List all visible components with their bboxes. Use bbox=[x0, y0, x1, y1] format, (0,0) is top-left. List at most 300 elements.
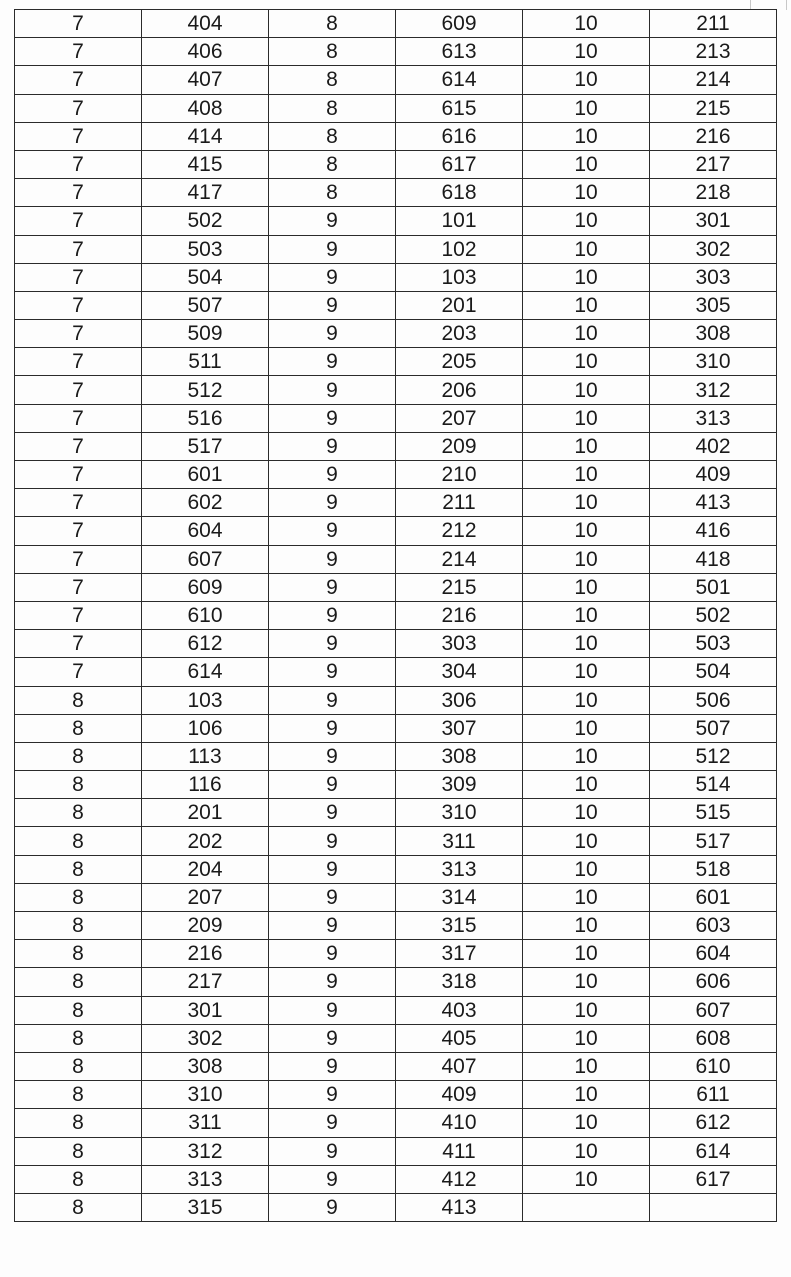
table-cell-building-c: 10 bbox=[523, 179, 650, 207]
table-cell-room-c: 612 bbox=[650, 1109, 777, 1137]
table-cell-building-c: 10 bbox=[523, 263, 650, 291]
table-cell-building-b: 9 bbox=[269, 461, 396, 489]
table-cell-building-a: 7 bbox=[15, 94, 142, 122]
table-row bbox=[15, 179, 777, 207]
table-cell-room-c: 211 bbox=[650, 10, 777, 38]
table-cell-room-c: 216 bbox=[650, 122, 777, 150]
table-cell-building-a: 8 bbox=[15, 827, 142, 855]
table-cell-room-a: 609 bbox=[142, 573, 269, 601]
table-row bbox=[15, 1052, 777, 1080]
room-number-table bbox=[14, 9, 777, 1222]
table-cell-room-a: 503 bbox=[142, 235, 269, 263]
table-cell-building-b: 9 bbox=[269, 489, 396, 517]
table-cell-building-b: 9 bbox=[269, 630, 396, 658]
table-cell-room-a: 610 bbox=[142, 601, 269, 629]
table-cell-building-a: 8 bbox=[15, 1081, 142, 1109]
table-cell-building-c: 10 bbox=[523, 461, 650, 489]
table-cell-building-c: 10 bbox=[523, 996, 650, 1024]
table-cell-room-b: 616 bbox=[396, 122, 523, 150]
table-cell-room-b: 411 bbox=[396, 1137, 523, 1165]
table-cell-building-a: 7 bbox=[15, 207, 142, 235]
table-cell-room-a: 204 bbox=[142, 855, 269, 883]
table-row bbox=[15, 686, 777, 714]
table-cell-building-a: 8 bbox=[15, 1024, 142, 1052]
table-cell-building-a: 7 bbox=[15, 122, 142, 150]
table-cell-building-a: 8 bbox=[15, 799, 142, 827]
table-cell-room-c: 312 bbox=[650, 376, 777, 404]
table-cell-room-c: 303 bbox=[650, 263, 777, 291]
table-cell-building-b: 9 bbox=[269, 207, 396, 235]
table-cell-room-a: 417 bbox=[142, 179, 269, 207]
table-cell-building-c: 10 bbox=[523, 235, 650, 263]
table-cell-room-c: 603 bbox=[650, 912, 777, 940]
table-cell-building-a: 7 bbox=[15, 235, 142, 263]
table-cell-building-c: 10 bbox=[523, 573, 650, 601]
table-cell-room-c: 215 bbox=[650, 94, 777, 122]
table-cell-room-b: 412 bbox=[396, 1165, 523, 1193]
table-cell-room-a: 607 bbox=[142, 545, 269, 573]
table-cell-room-a: 504 bbox=[142, 263, 269, 291]
table-cell-building-a: 7 bbox=[15, 404, 142, 432]
table-cell-room-a: 414 bbox=[142, 122, 269, 150]
table-cell-building-a: 7 bbox=[15, 66, 142, 94]
table-cell-building-a: 7 bbox=[15, 461, 142, 489]
table-row bbox=[15, 291, 777, 319]
table-cell-room-a: 516 bbox=[142, 404, 269, 432]
table-cell-building-c: 10 bbox=[523, 827, 650, 855]
table-cell-room-b: 307 bbox=[396, 714, 523, 742]
table-cell-building-b: 9 bbox=[269, 348, 396, 376]
table-row bbox=[15, 827, 777, 855]
table-cell-room-a: 116 bbox=[142, 771, 269, 799]
table-cell-building-b: 9 bbox=[269, 686, 396, 714]
table-cell-room-b: 201 bbox=[396, 291, 523, 319]
table-cell-building-a: 7 bbox=[15, 630, 142, 658]
table-row bbox=[15, 996, 777, 1024]
table-row bbox=[15, 376, 777, 404]
table-cell-building-a: 8 bbox=[15, 996, 142, 1024]
table-cell-room-c: 514 bbox=[650, 771, 777, 799]
table-cell-building-b: 9 bbox=[269, 573, 396, 601]
table-row bbox=[15, 714, 777, 742]
table-cell-building-b: 8 bbox=[269, 122, 396, 150]
table-cell-room-b: 403 bbox=[396, 996, 523, 1024]
table-cell-building-a: 8 bbox=[15, 1193, 142, 1221]
table-row bbox=[15, 263, 777, 291]
table-cell-building-c: 10 bbox=[523, 601, 650, 629]
table-cell-room-c: 402 bbox=[650, 432, 777, 460]
table-cell-building-b: 9 bbox=[269, 968, 396, 996]
table-cell-room-a: 406 bbox=[142, 38, 269, 66]
table-cell-room-c: 213 bbox=[650, 38, 777, 66]
table-cell-room-a: 311 bbox=[142, 1109, 269, 1137]
table-cell-room-c: 601 bbox=[650, 883, 777, 911]
table-cell-room-a: 308 bbox=[142, 1052, 269, 1080]
table-cell-building-a: 8 bbox=[15, 714, 142, 742]
table-cell-room-a: 404 bbox=[142, 10, 269, 38]
table-cell-building-a: 8 bbox=[15, 855, 142, 883]
table-cell-building-b: 9 bbox=[269, 601, 396, 629]
table-cell-building-b: 8 bbox=[269, 38, 396, 66]
table-cell-building-a: 8 bbox=[15, 1165, 142, 1193]
table-cell-room-b: 103 bbox=[396, 263, 523, 291]
table-cell-building-b: 8 bbox=[269, 10, 396, 38]
table-row bbox=[15, 855, 777, 883]
table-row bbox=[15, 601, 777, 629]
table-cell-room-c: 302 bbox=[650, 235, 777, 263]
table-row bbox=[15, 461, 777, 489]
table-cell-building-c: 10 bbox=[523, 771, 650, 799]
table-cell-building-a: 7 bbox=[15, 320, 142, 348]
table-cell-building-c: 10 bbox=[523, 404, 650, 432]
table-cell-building-c: 10 bbox=[523, 742, 650, 770]
table-cell-building-c: 10 bbox=[523, 545, 650, 573]
table-cell-building-a: 7 bbox=[15, 38, 142, 66]
table-cell-room-b: 214 bbox=[396, 545, 523, 573]
table-cell-room-b: 304 bbox=[396, 658, 523, 686]
table-cell-room-c: 610 bbox=[650, 1052, 777, 1080]
table-cell-room-b: 410 bbox=[396, 1109, 523, 1137]
table-cell-room-a: 113 bbox=[142, 742, 269, 770]
table-cell-room-c: 506 bbox=[650, 686, 777, 714]
table-cell-room-c: 218 bbox=[650, 179, 777, 207]
table-row bbox=[15, 545, 777, 573]
table-cell-building-c: 10 bbox=[523, 489, 650, 517]
table-cell-building-c: 10 bbox=[523, 320, 650, 348]
table-cell-building-c: 10 bbox=[523, 376, 650, 404]
table-cell-building-b: 9 bbox=[269, 742, 396, 770]
table-cell-room-c: 504 bbox=[650, 658, 777, 686]
table-row bbox=[15, 320, 777, 348]
table-row bbox=[15, 573, 777, 601]
table-cell-building-c: 10 bbox=[523, 1165, 650, 1193]
table-cell-building-c: 10 bbox=[523, 150, 650, 178]
table-cell-building-b: 9 bbox=[269, 771, 396, 799]
table-cell-room-b: 308 bbox=[396, 742, 523, 770]
table-cell-room-b: 303 bbox=[396, 630, 523, 658]
table-cell-room-b: 101 bbox=[396, 207, 523, 235]
table-cell-building-c: 10 bbox=[523, 1052, 650, 1080]
table-row bbox=[15, 207, 777, 235]
table-cell-room-b: 613 bbox=[396, 38, 523, 66]
table-cell-room-b: 306 bbox=[396, 686, 523, 714]
table-cell-building-b: 9 bbox=[269, 1137, 396, 1165]
table-cell-room-b: 205 bbox=[396, 348, 523, 376]
table-cell-room-b: 206 bbox=[396, 376, 523, 404]
table-cell-building-c: 10 bbox=[523, 291, 650, 319]
table-cell-building-a: 8 bbox=[15, 742, 142, 770]
table-cell-building-b: 8 bbox=[269, 179, 396, 207]
table-row bbox=[15, 1165, 777, 1193]
table-row bbox=[15, 940, 777, 968]
table-cell-room-b: 614 bbox=[396, 66, 523, 94]
table-cell-room-b: 203 bbox=[396, 320, 523, 348]
table-cell-building-c: 10 bbox=[523, 38, 650, 66]
table-cell-building-c: 10 bbox=[523, 10, 650, 38]
table-cell-building-a: 7 bbox=[15, 179, 142, 207]
table-cell-building-c: 10 bbox=[523, 1137, 650, 1165]
table-cell-room-a: 301 bbox=[142, 996, 269, 1024]
table-cell-building-a: 7 bbox=[15, 601, 142, 629]
table-cell-building-b: 9 bbox=[269, 545, 396, 573]
table-cell-building-b: 9 bbox=[269, 320, 396, 348]
table-cell-room-c: 611 bbox=[650, 1081, 777, 1109]
table-row bbox=[15, 66, 777, 94]
table-cell-room-a: 509 bbox=[142, 320, 269, 348]
table-cell-building-a: 7 bbox=[15, 432, 142, 460]
table-cell-room-b: 317 bbox=[396, 940, 523, 968]
table-cell-building-c: 10 bbox=[523, 66, 650, 94]
table-cell-room-a: 511 bbox=[142, 348, 269, 376]
table-cell-room-b: 310 bbox=[396, 799, 523, 827]
table-cell-building-c: 10 bbox=[523, 686, 650, 714]
table-cell-building-b: 8 bbox=[269, 150, 396, 178]
table-cell-room-c: 502 bbox=[650, 601, 777, 629]
table-cell-room-a: 602 bbox=[142, 489, 269, 517]
table-cell-building-a: 7 bbox=[15, 150, 142, 178]
table-cell-building-b: 9 bbox=[269, 291, 396, 319]
table-cell-building-b: 9 bbox=[269, 1052, 396, 1080]
table-cell-room-a: 216 bbox=[142, 940, 269, 968]
table-row bbox=[15, 150, 777, 178]
table-cell-room-a: 209 bbox=[142, 912, 269, 940]
table-cell-room-c: 607 bbox=[650, 996, 777, 1024]
table-cell-building-b: 9 bbox=[269, 714, 396, 742]
table-cell-building-a: 8 bbox=[15, 883, 142, 911]
table-cell-building-b: 9 bbox=[269, 1165, 396, 1193]
table-row bbox=[15, 1193, 777, 1221]
table-cell-room-b: 405 bbox=[396, 1024, 523, 1052]
table-cell-room-b: 215 bbox=[396, 573, 523, 601]
table-cell-building-b: 9 bbox=[269, 940, 396, 968]
table-row bbox=[15, 122, 777, 150]
table-cell-building-c bbox=[523, 1193, 650, 1221]
table-cell-building-c: 10 bbox=[523, 799, 650, 827]
table-cell-building-b: 9 bbox=[269, 799, 396, 827]
table-cell-room-b: 313 bbox=[396, 855, 523, 883]
table-row bbox=[15, 489, 777, 517]
table-row bbox=[15, 517, 777, 545]
table-cell-room-c: 507 bbox=[650, 714, 777, 742]
table-row bbox=[15, 1137, 777, 1165]
table-cell-room-c: 503 bbox=[650, 630, 777, 658]
table-cell-room-a: 601 bbox=[142, 461, 269, 489]
table-cell-building-a: 7 bbox=[15, 658, 142, 686]
table-cell-building-b: 9 bbox=[269, 1081, 396, 1109]
table-row bbox=[15, 799, 777, 827]
table-cell-room-b: 618 bbox=[396, 179, 523, 207]
table-row bbox=[15, 10, 777, 38]
table-cell-room-b: 207 bbox=[396, 404, 523, 432]
table-row bbox=[15, 630, 777, 658]
table-cell-room-a: 202 bbox=[142, 827, 269, 855]
table-cell-room-b: 617 bbox=[396, 150, 523, 178]
table-cell-room-c: 308 bbox=[650, 320, 777, 348]
table-cell-building-a: 8 bbox=[15, 940, 142, 968]
table-cell-room-c: 608 bbox=[650, 1024, 777, 1052]
table-cell-building-a: 8 bbox=[15, 771, 142, 799]
table-cell-room-c: 614 bbox=[650, 1137, 777, 1165]
table-cell-building-c: 10 bbox=[523, 883, 650, 911]
table-cell-building-c: 10 bbox=[523, 517, 650, 545]
table-cell-building-b: 9 bbox=[269, 1193, 396, 1221]
table-cell-room-b: 212 bbox=[396, 517, 523, 545]
table-cell-room-b: 407 bbox=[396, 1052, 523, 1080]
table-cell-building-c: 10 bbox=[523, 912, 650, 940]
table-cell-room-c: 418 bbox=[650, 545, 777, 573]
scan-edge-mark bbox=[786, 0, 787, 10]
table-cell-room-c: 512 bbox=[650, 742, 777, 770]
table-cell-room-c: 413 bbox=[650, 489, 777, 517]
table-row bbox=[15, 1109, 777, 1137]
table-cell-room-c: 604 bbox=[650, 940, 777, 968]
table-row bbox=[15, 658, 777, 686]
table-cell-building-c: 10 bbox=[523, 940, 650, 968]
table-row bbox=[15, 38, 777, 66]
table-cell-room-c: 305 bbox=[650, 291, 777, 319]
table-cell-building-b: 9 bbox=[269, 263, 396, 291]
table-cell-building-c: 10 bbox=[523, 1081, 650, 1109]
table-cell-building-a: 7 bbox=[15, 291, 142, 319]
table-cell-building-c: 10 bbox=[523, 1109, 650, 1137]
table-cell-room-b: 314 bbox=[396, 883, 523, 911]
table-row bbox=[15, 968, 777, 996]
table-cell-room-a: 315 bbox=[142, 1193, 269, 1221]
table-cell-room-a: 408 bbox=[142, 94, 269, 122]
table-body bbox=[15, 10, 777, 1222]
table-cell-building-b: 9 bbox=[269, 1024, 396, 1052]
table-cell-building-c: 10 bbox=[523, 122, 650, 150]
table-cell-building-a: 7 bbox=[15, 489, 142, 517]
table-cell-building-a: 8 bbox=[15, 1109, 142, 1137]
table-cell-building-a: 8 bbox=[15, 1052, 142, 1080]
table-cell-building-b: 9 bbox=[269, 827, 396, 855]
table-cell-room-a: 310 bbox=[142, 1081, 269, 1109]
table-cell-room-c: 301 bbox=[650, 207, 777, 235]
table-cell-building-c: 10 bbox=[523, 630, 650, 658]
table-cell-room-c: 518 bbox=[650, 855, 777, 883]
table-cell-room-a: 512 bbox=[142, 376, 269, 404]
table-cell-room-a: 517 bbox=[142, 432, 269, 460]
table-cell-room-a: 207 bbox=[142, 883, 269, 911]
table-cell-room-b: 309 bbox=[396, 771, 523, 799]
table-row bbox=[15, 94, 777, 122]
table-cell-room-c: 416 bbox=[650, 517, 777, 545]
table-cell-room-a: 217 bbox=[142, 968, 269, 996]
table-cell-room-a: 407 bbox=[142, 66, 269, 94]
table-cell-building-a: 7 bbox=[15, 10, 142, 38]
table-cell-room-c bbox=[650, 1193, 777, 1221]
table-row bbox=[15, 432, 777, 460]
table-cell-room-a: 614 bbox=[142, 658, 269, 686]
table-cell-room-b: 413 bbox=[396, 1193, 523, 1221]
table-cell-building-c: 10 bbox=[523, 968, 650, 996]
table-cell-room-b: 609 bbox=[396, 10, 523, 38]
table-cell-building-c: 10 bbox=[523, 714, 650, 742]
table-row bbox=[15, 912, 777, 940]
table-cell-room-c: 310 bbox=[650, 348, 777, 376]
table-cell-room-c: 606 bbox=[650, 968, 777, 996]
table-cell-building-b: 9 bbox=[269, 517, 396, 545]
table-cell-building-b: 8 bbox=[269, 66, 396, 94]
table-cell-room-a: 312 bbox=[142, 1137, 269, 1165]
table-row bbox=[15, 883, 777, 911]
table-cell-building-a: 8 bbox=[15, 1137, 142, 1165]
table-cell-building-a: 7 bbox=[15, 348, 142, 376]
table-row bbox=[15, 404, 777, 432]
table-row bbox=[15, 348, 777, 376]
table-cell-room-b: 409 bbox=[396, 1081, 523, 1109]
table-row bbox=[15, 771, 777, 799]
table-cell-building-b: 9 bbox=[269, 376, 396, 404]
table-cell-room-a: 313 bbox=[142, 1165, 269, 1193]
table-cell-building-a: 7 bbox=[15, 263, 142, 291]
table-cell-building-c: 10 bbox=[523, 658, 650, 686]
table-cell-building-c: 10 bbox=[523, 207, 650, 235]
table-cell-room-a: 507 bbox=[142, 291, 269, 319]
table-cell-room-b: 210 bbox=[396, 461, 523, 489]
table-row bbox=[15, 1081, 777, 1109]
table-cell-room-b: 209 bbox=[396, 432, 523, 460]
table-cell-building-b: 9 bbox=[269, 855, 396, 883]
table-row bbox=[15, 742, 777, 770]
table-cell-room-c: 313 bbox=[650, 404, 777, 432]
table-cell-room-b: 102 bbox=[396, 235, 523, 263]
table-cell-room-c: 214 bbox=[650, 66, 777, 94]
table-cell-building-b: 9 bbox=[269, 432, 396, 460]
table-cell-building-c: 10 bbox=[523, 432, 650, 460]
table-cell-room-c: 515 bbox=[650, 799, 777, 827]
table-cell-building-a: 8 bbox=[15, 912, 142, 940]
table-cell-room-c: 617 bbox=[650, 1165, 777, 1193]
table-cell-room-c: 501 bbox=[650, 573, 777, 601]
table-cell-room-a: 604 bbox=[142, 517, 269, 545]
table-cell-room-b: 216 bbox=[396, 601, 523, 629]
table-cell-building-c: 10 bbox=[523, 348, 650, 376]
table-cell-building-c: 10 bbox=[523, 855, 650, 883]
table-cell-building-a: 8 bbox=[15, 686, 142, 714]
table-cell-room-c: 217 bbox=[650, 150, 777, 178]
table-cell-room-a: 103 bbox=[142, 686, 269, 714]
table-cell-room-c: 409 bbox=[650, 461, 777, 489]
table-cell-room-c: 517 bbox=[650, 827, 777, 855]
table-cell-room-a: 612 bbox=[142, 630, 269, 658]
table-cell-room-a: 201 bbox=[142, 799, 269, 827]
table-cell-room-a: 415 bbox=[142, 150, 269, 178]
table-cell-room-b: 318 bbox=[396, 968, 523, 996]
table-row bbox=[15, 1024, 777, 1052]
table-cell-building-b: 9 bbox=[269, 883, 396, 911]
table-cell-room-a: 502 bbox=[142, 207, 269, 235]
table-cell-building-a: 8 bbox=[15, 968, 142, 996]
table-cell-building-a: 7 bbox=[15, 573, 142, 601]
table-cell-room-b: 211 bbox=[396, 489, 523, 517]
table-cell-room-b: 615 bbox=[396, 94, 523, 122]
table-cell-building-c: 10 bbox=[523, 94, 650, 122]
table-cell-building-a: 7 bbox=[15, 517, 142, 545]
table-cell-room-b: 315 bbox=[396, 912, 523, 940]
table-cell-building-b: 9 bbox=[269, 235, 396, 263]
table-cell-building-c: 10 bbox=[523, 1024, 650, 1052]
table-cell-building-a: 7 bbox=[15, 376, 142, 404]
table-cell-building-b: 8 bbox=[269, 94, 396, 122]
table-cell-building-b: 9 bbox=[269, 404, 396, 432]
table-row bbox=[15, 235, 777, 263]
table-cell-building-b: 9 bbox=[269, 996, 396, 1024]
table-cell-room-a: 106 bbox=[142, 714, 269, 742]
table-cell-building-b: 9 bbox=[269, 658, 396, 686]
table-cell-room-b: 311 bbox=[396, 827, 523, 855]
